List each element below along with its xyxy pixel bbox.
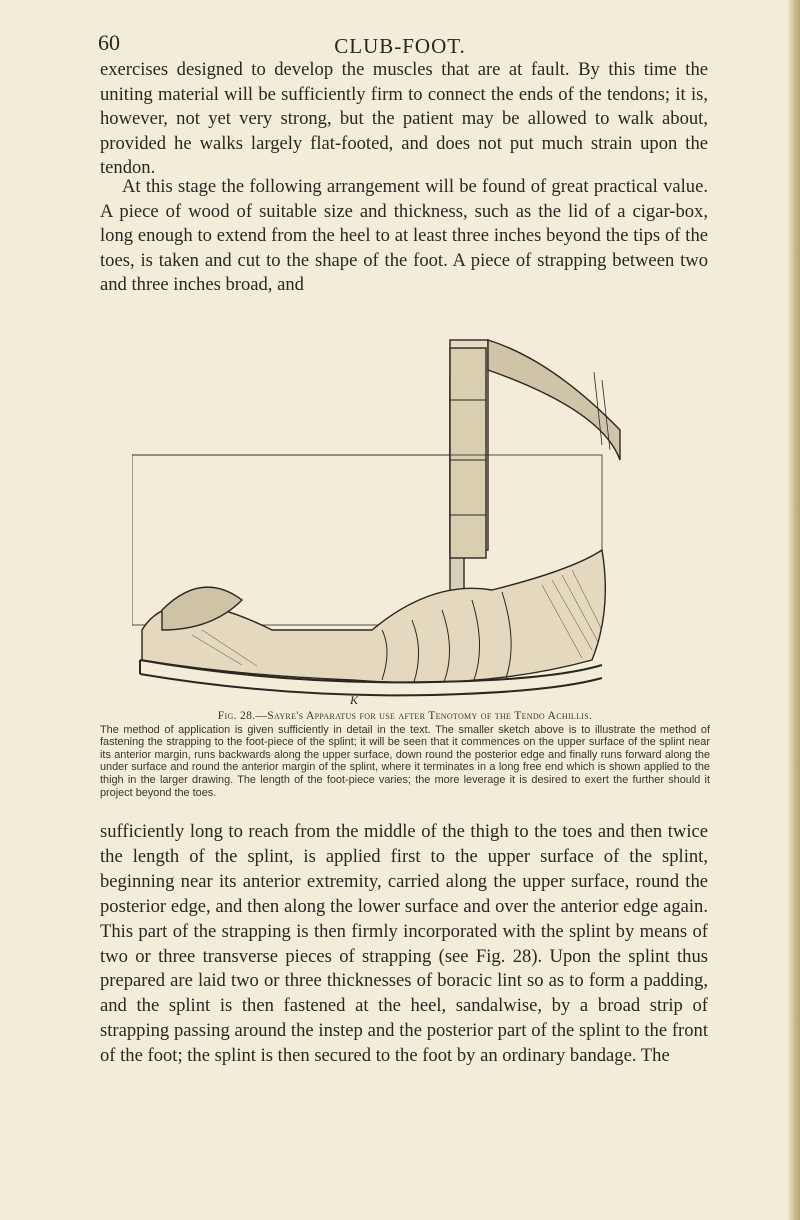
page-edge xyxy=(788,0,800,1220)
paragraph-1: exercises designed to develop the muscles that are at fault. By this time the uniting material will be sufficiently firm to connect the ends of the tendons; it is, however, not yet very strong, but the patient may be allowed to walk about, provided he walks largely flat-footed, and does not put much strain upon the tendon. xyxy=(100,59,708,179)
figure-illustration xyxy=(132,330,628,705)
splint-engraving xyxy=(132,330,628,705)
engraver-mark: K xyxy=(350,693,359,705)
page-number: 60 xyxy=(98,30,120,55)
paragraph-3: sufficiently long to reach from the middle of the thigh to the toes and then twice the length of the splint, is applied first to the upper surface of the splint, beginning near its anterior extremity, carried along the upper surface, round the posterior edge, and then along the lower surface and over the anterior edge again. This part of the strapping is then firmly incorporated with the splint by means of two or three transverse pieces of strapping (see Fig. 28). Upon the splint thus prepared are laid two or three thicknesses of boracic lint so as to form a padding, and the splint is then fastened at the heel, sandalwise, by a broad strip of strapping passing around the instep and the posterior part of the splint to the front of the foot; the splint is then secured to the foot by an ordinary bandage. The xyxy=(100,821,708,1067)
caption-body: The method of application is given sufficiently in detail in the text. The smaller sketch above is to illustrate the method of fastening the strapping to the foot-piece of the splint; it will be seen that it commences on the upper surface of the splint near its anterior margin, runs backwards along the upper surface, down round the posterior edge and finally runs forward along the under surface and round the anterior margin of the splint, where it terminates in a long free end which is shown applied to the thigh in the larger drawing. The length of the foot-piece varies; the more leverage it is desired to exert the further should it project beyond the toes. xyxy=(100,723,710,799)
figure-caption xyxy=(100,710,710,799)
paragraph-2: At this stage the following arrangement will be found of great practical value. A piece of wood of suitable size and thickness, such as the lid of a cigar-box, long enough to extend from the heel to at least three inches beyond the tips of the toes, is taken and cut to the shape of the foot. A piece of strapping between two and three inches broad, and xyxy=(100,176,708,296)
running-title: CLUB-FOOT. xyxy=(334,34,466,58)
caption-title: Fig. 28.—Sayre's Apparatus for use after Tenotomy of the Tendo Achillis. xyxy=(217,709,593,722)
